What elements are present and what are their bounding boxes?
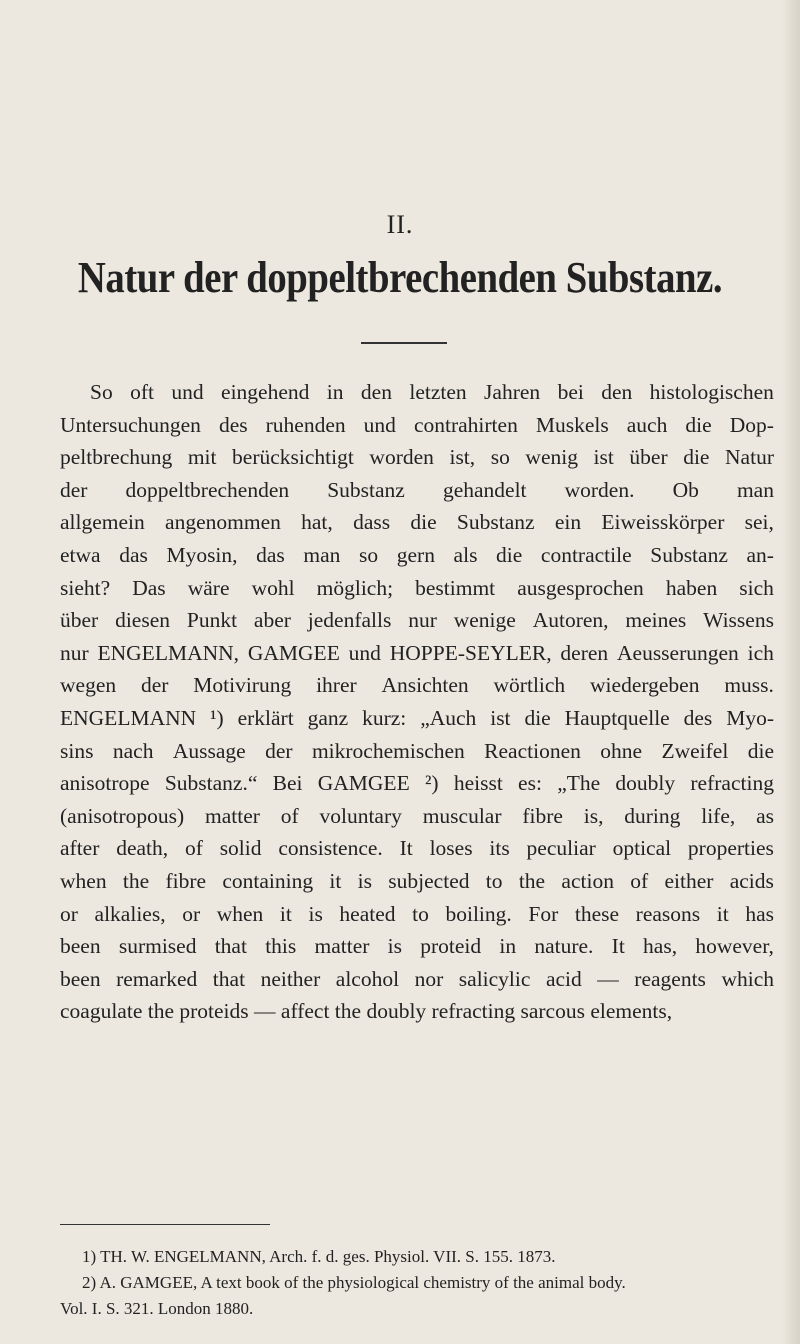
text-line: allgemein angenommen hat, dass die Substanz ein Eiweisskörper sei, [60, 510, 774, 535]
text-line: sieht? Das wäre wohl möglich; bestimmt ausgesprochen haben sich [60, 575, 774, 600]
text-line: der doppeltbrechenden Substanz gehandelt worden. Ob man [60, 477, 774, 502]
footnote-line: 2) A. GAMGEE, A text book of the physiological chemistry of the animal body. [82, 1273, 626, 1292]
text-line: anisotrope Substanz.“ Bei GAMGEE ²) heisst es: „The doubly refracting [60, 771, 774, 796]
footnote-divider [60, 1224, 270, 1225]
footnote-line: 1) TH. W. ENGELMANN, Arch. f. d. ges. Physiol. VII. S. 155. 1873. [82, 1247, 556, 1266]
text-line: when the fibre containing it is subjected to the action of either acids [60, 868, 774, 893]
chapter-number: II. [386, 210, 414, 239]
text-line: been surmised that this matter is proteid in nature. It has, however, [60, 934, 774, 959]
footnote-line: Vol. I. S. 321. London 1880. [60, 1299, 254, 1318]
chapter-title: Natur der doppeltbrechenden Substanz. [77, 253, 723, 302]
text-line: or alkalies, or when it is heated to boiling. For these reasons it has [60, 901, 774, 926]
text-line: wegen der Motivirung ihrer Ansichten wörtlich wiedergeben muss. [60, 673, 774, 698]
text-line: ENGELMANN ¹) erklärt ganz kurz: „Auch ist die Hauptquelle des Myo- [60, 705, 774, 730]
body-paragraph [60, 376, 774, 1028]
text-line: Untersuchungen des ruhenden und contrahirten Muskels auch die Dop- [60, 412, 774, 437]
title-divider [361, 342, 447, 344]
text-line: peltbrechung mit berücksichtigt worden ist, so wenig ist über die Natur [60, 445, 774, 470]
text-line: coagulate the proteids — affect the doubly refracting sarcous elements, [60, 999, 673, 1024]
text-line: (anisotropous) matter of voluntary muscular fibre is, during life, as [60, 803, 774, 828]
text-line: sins nach Aussage der mikrochemischen Reactionen ohne Zweifel die [60, 738, 774, 763]
text-line: been remarked that neither alcohol nor salicylic acid — reagents which [60, 966, 774, 991]
text-line: über diesen Punkt aber jedenfalls nur wenige Autoren, meines Wissens [60, 608, 774, 633]
text-line: So oft und eingehend in den letzten Jahren bei den histologischen [90, 380, 774, 404]
text-line: after death, of solid consistence. It loses its peculiar optical properties [60, 836, 774, 861]
text-line: nur ENGELMANN, GAMGEE und HOPPE-SEYLER, deren Aeusserungen ich [60, 640, 774, 665]
footnotes [60, 1244, 774, 1322]
text-line: etwa das Myosin, das man so gern als die contractile Substanz an- [60, 542, 774, 567]
